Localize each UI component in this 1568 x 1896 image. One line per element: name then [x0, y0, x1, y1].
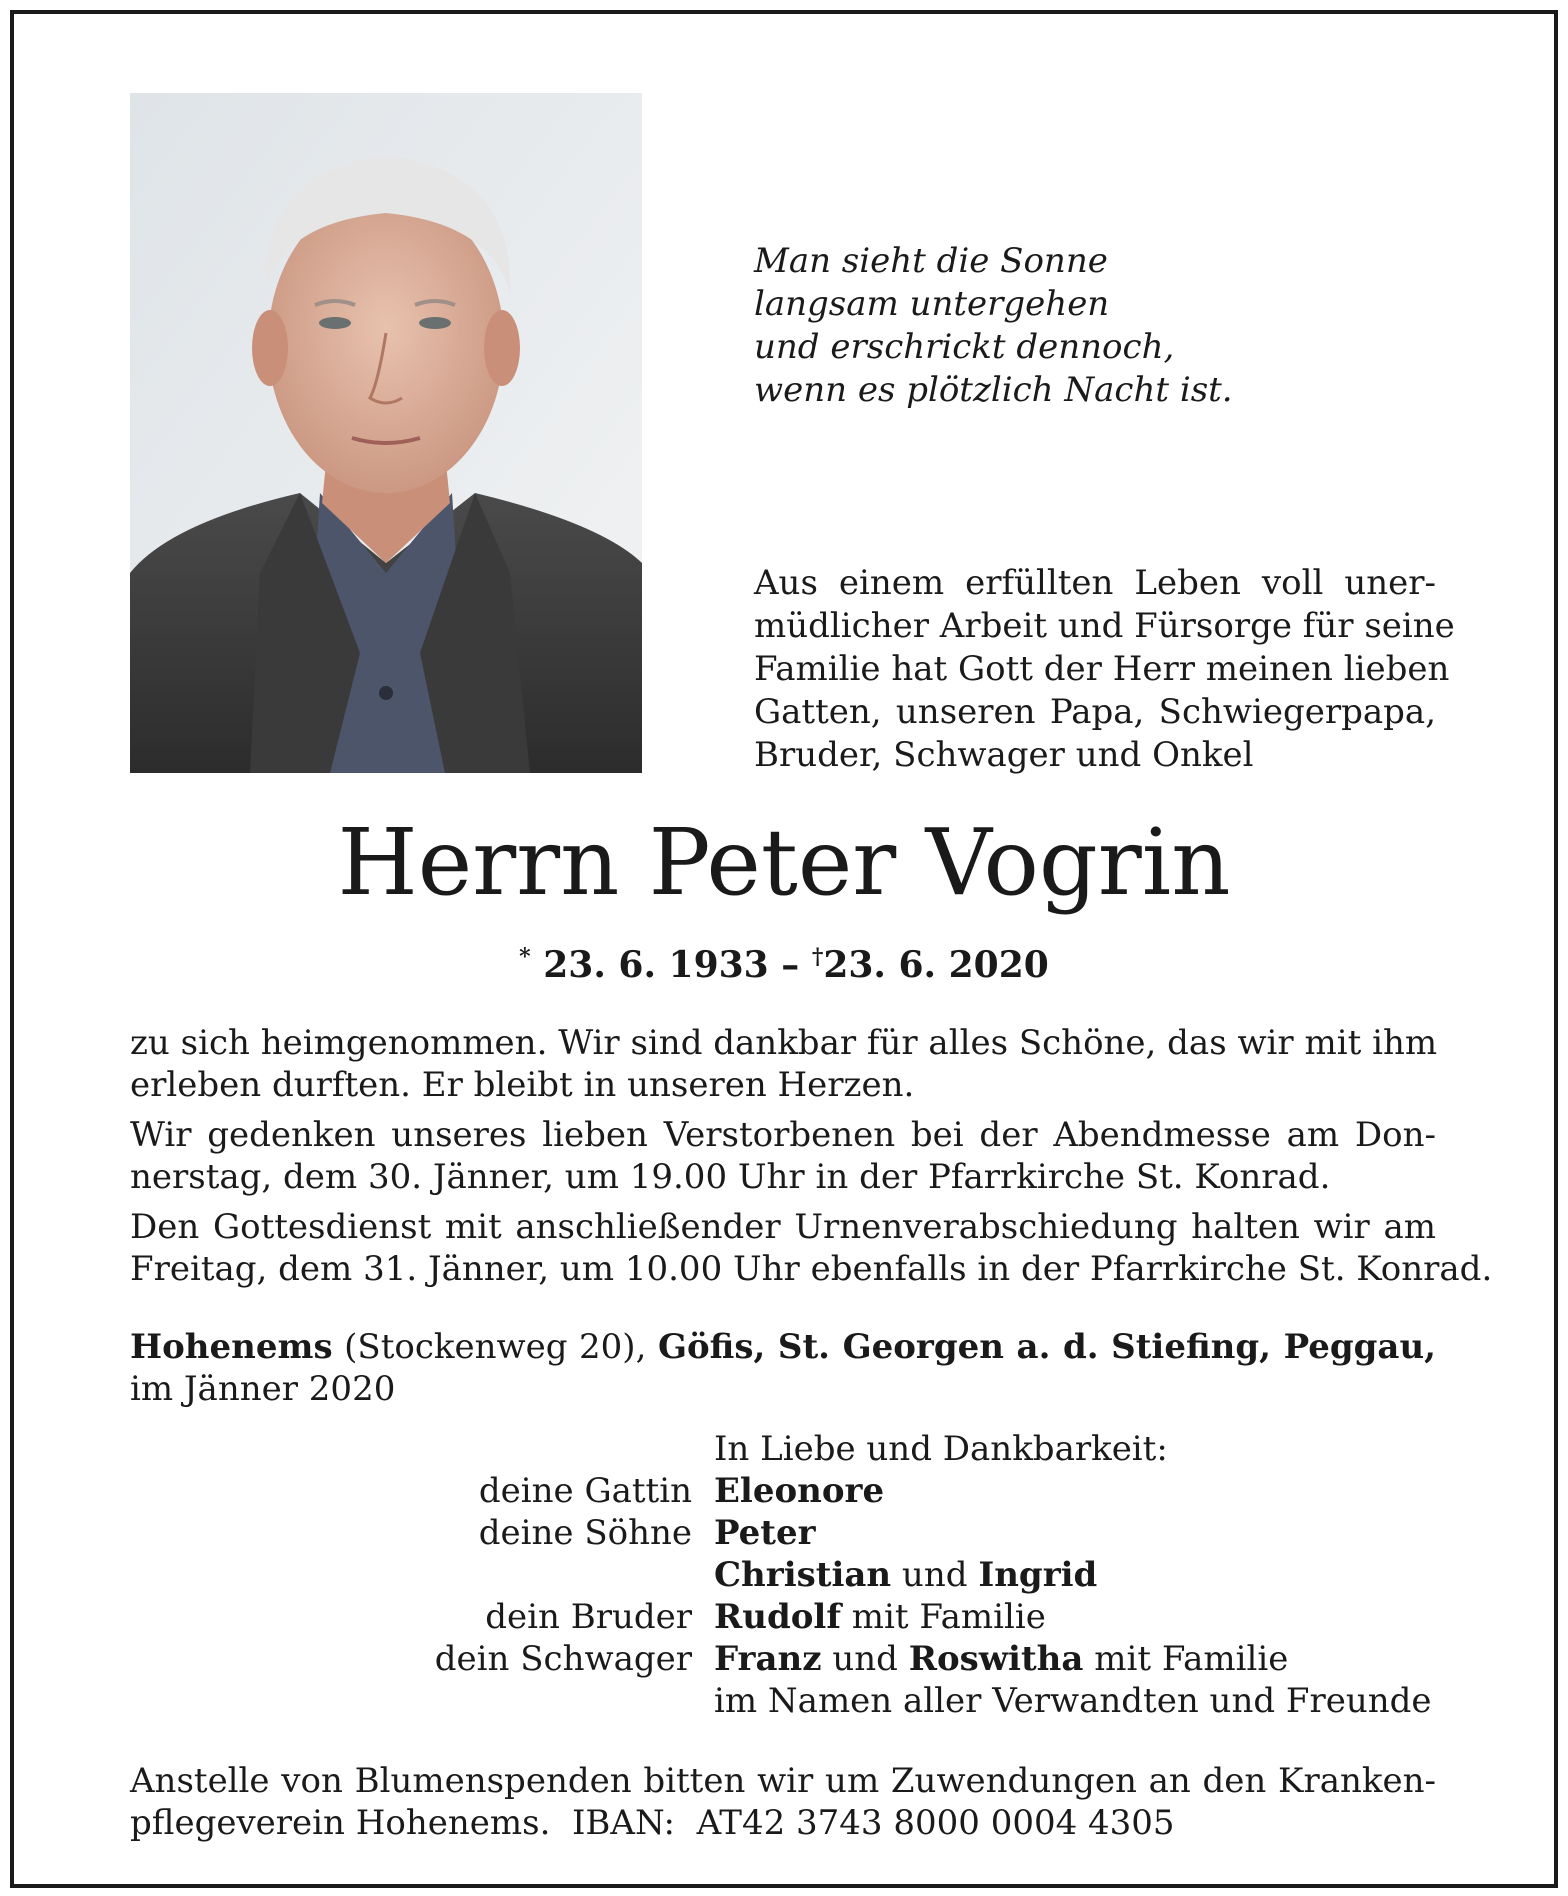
life-dates [0, 935, 1568, 987]
date-line: im Jänner 2020 [130, 1369, 396, 1409]
mourner-row [380, 1596, 1480, 1638]
paragraph-line: erleben durften. Er bleibt in unseren Herzen. [130, 1065, 915, 1105]
place-hohenems: Hohenems [130, 1327, 333, 1367]
thanks-paragraph [130, 1022, 1436, 1106]
mourner-name: Ingrid [978, 1555, 1098, 1595]
address: (Stockenweg 20), [332, 1327, 658, 1367]
paragraph-line: zu sich heimgenommen. Wir sind dankbar für alles Schöne, das wir mit ihm [130, 1023, 1438, 1063]
mourner-name: Christian [714, 1555, 892, 1595]
poem-line: und erschrickt dennoch, [754, 327, 1175, 367]
mass-paragraph [130, 1114, 1436, 1198]
mourner-name: Peter [714, 1513, 816, 1553]
relation-label: dein Schwager [434, 1639, 692, 1679]
poem-quote [754, 240, 1454, 412]
date-separator: – [781, 944, 800, 986]
mourner-row [380, 1638, 1480, 1680]
location-line [130, 1326, 1436, 1410]
donation-paragraph [130, 1760, 1436, 1844]
birth-symbol: * [519, 944, 531, 970]
iban-line: pflegeverein Hohenems. IBAN: AT42 3743 8000 0004 4305 [130, 1803, 1175, 1843]
portrait-photo [130, 93, 642, 773]
intro-line: Gatten, unseren Papa, Schwiegerpapa, [754, 692, 1436, 732]
other-places: Göfis, St. Georgen a. d. Stiefing, Peggau, [657, 1327, 1436, 1367]
death-symbol: † [811, 944, 824, 970]
conjunction: und [821, 1639, 909, 1679]
places-line [130, 1326, 1436, 1368]
paragraph-line: Freitag, dem 31. Jänner, um 10.00 Uhr ebenfalls in der Pfarrkirche St. Konrad. [130, 1249, 1493, 1289]
mourner-row [380, 1554, 1480, 1596]
poem-line: wenn es plötzlich Nacht ist. [754, 370, 1233, 410]
intro-line: Bruder, Schwager und Onkel [754, 735, 1254, 775]
with-family: mit Familie [840, 1597, 1046, 1637]
relation-label: deine Söhne [478, 1513, 692, 1553]
mourner-name: Roswitha [908, 1639, 1084, 1679]
signoff: In Liebe und Dankbarkeit: [714, 1429, 1168, 1469]
mourner-row [380, 1680, 1480, 1722]
death-date: 23. 6. 2020 [823, 944, 1049, 986]
intro-line: Familie hat Gott der Herr meinen lieben [754, 649, 1450, 689]
with-family: mit Familie [1083, 1639, 1289, 1679]
mourners-list [380, 1470, 1480, 1722]
poem-line: langsam untergehen [754, 284, 1110, 324]
mourner-name: Rudolf [714, 1597, 841, 1637]
mourner-row [380, 1470, 1480, 1512]
paragraph-line: Anstelle von Blumenspenden bitten wir um Zuwendungen an den Kranken- [130, 1761, 1436, 1801]
relation-label: deine Gattin [478, 1471, 692, 1511]
poem-line: Man sieht die Sonne [754, 241, 1108, 281]
conjunction: und [891, 1555, 979, 1595]
mourner-name: Eleonore [714, 1471, 885, 1511]
mourner-row [380, 1512, 1480, 1554]
deceased-name: Herrn Peter Vogrin [337, 809, 1231, 916]
intro-line: müdlicher Arbeit und Fürsorge für seine [754, 606, 1455, 646]
paragraph-line: nerstag, dem 30. Jänner, um 19.00 Uhr in der Pfarrkirche St. Konrad. [130, 1157, 1331, 1197]
relation-label: dein Bruder [485, 1597, 692, 1637]
paragraph-line: Den Gottesdienst mit anschließender Urnenverabschiedung halten wir am [130, 1207, 1436, 1247]
intro-text [754, 562, 1455, 777]
paragraph-line: Wir gedenken unseres lieben Verstorbenen bei der Abendmesse am Don- [130, 1115, 1436, 1155]
mourner-name: Franz [714, 1639, 822, 1679]
birth-date: 23. 6. 1933 [543, 944, 769, 986]
intro-line: Aus einem erfüllten Leben voll uner- [754, 563, 1436, 603]
all-relatives: im Namen aller Verwandten und Freunde [714, 1681, 1432, 1721]
service-paragraph [130, 1206, 1493, 1290]
